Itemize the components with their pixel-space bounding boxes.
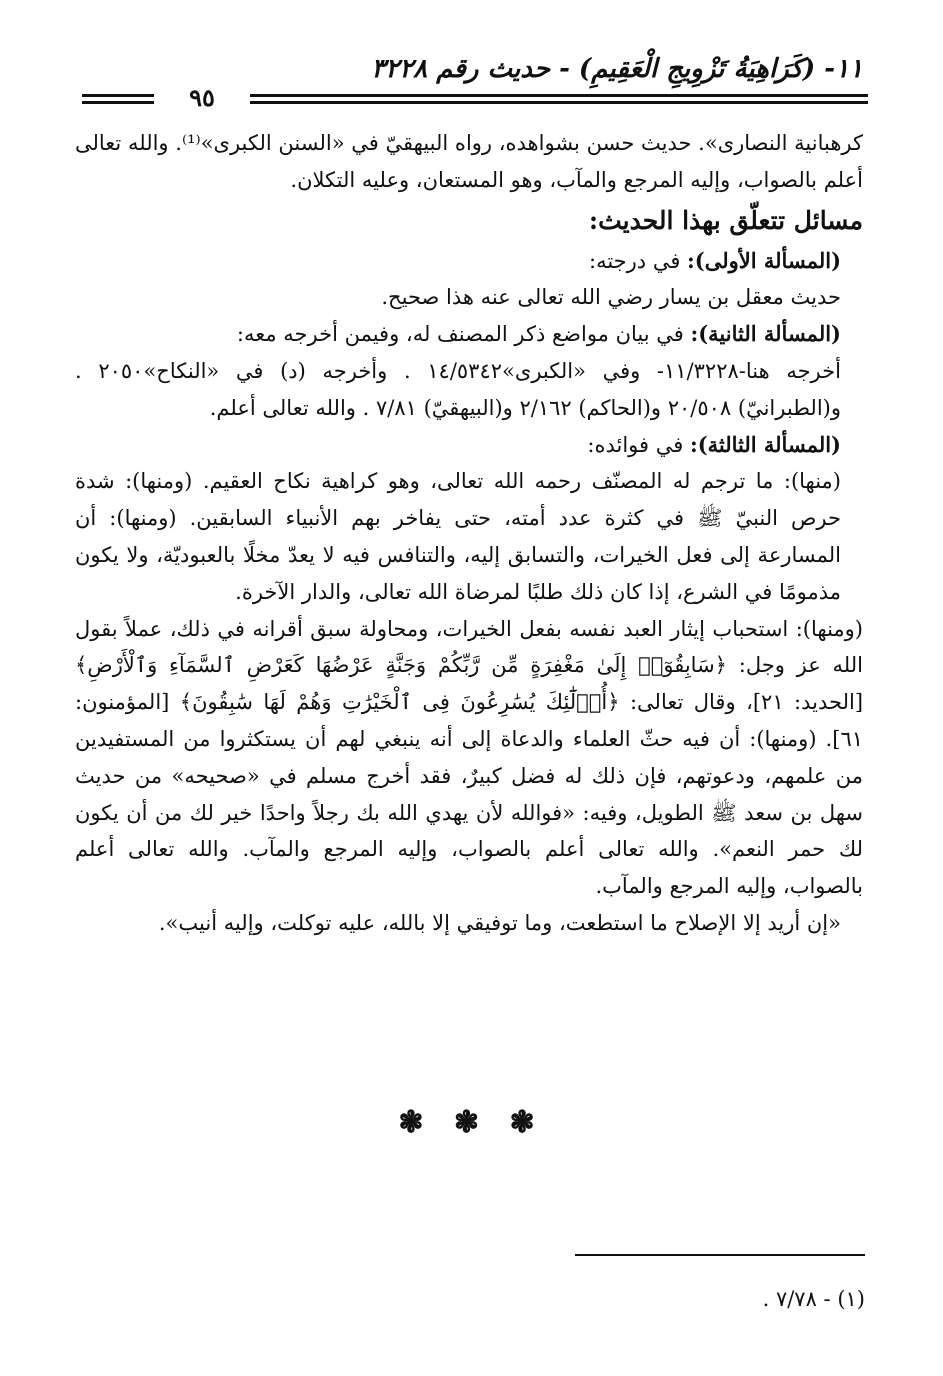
paragraph bbox=[75, 279, 863, 316]
issue-heading bbox=[75, 427, 863, 464]
header-rule-line bbox=[228, 101, 868, 104]
paragraph bbox=[75, 125, 863, 199]
body-text bbox=[75, 125, 863, 942]
issue-heading bbox=[75, 316, 863, 353]
issue-label: (المسألة الأولى): bbox=[687, 247, 841, 273]
section-heading bbox=[75, 199, 863, 243]
issue-label: (المسألة الثانية): bbox=[690, 321, 841, 347]
paragraph bbox=[75, 463, 863, 610]
paragraph-text: (ومنها): استحباب إيثار العبد نفسه بفعل الخيرات، ومحاولة سبق أقرانه في ذلك، عملاً بقول الله عز وجل: ﴿سَابِقُوٓا۟ إِلَىٰ مَغْفِرَةٍ مِّن رَّبِّكُمْ وَجَنَّةٍ عَرْضُهَا كَعَرْضِ ٱلسَّمَآءِ وَٱلْأَرْضِ﴾ [الحديد: ٢١]، وقال تعالى: ﴿أُو۟لَٰٓئِكَ يُسَٰرِعُونَ فِى ٱلْخَيْرَٰتِ وَهُمْ لَهَا سَٰبِقُونَ﴾ [المؤمنون: ٦١]. (ومنها): أن فيه حثّ العلماء والدعاة إلى أنه ينبغي لهم أن يستكثروا من المستفيدين من علمهم، ودعوتهم، فإن ذلك له فضل كبيرٌ، فقد أخرج مسلم في «صحيحه» من حديث سهل بن سعد ﷺ الطويل، وفيه: «فوالله لأن يهدي الله بك رجلاً واحدًا خير لك من أن يكون لك حمر النعم». والله تعالى أعلم بالصواب، وإليه المرجع والمآب. والله تعالى أعلم بالصواب، وإليه المرجع والمآب. bbox=[75, 616, 864, 899]
footnote-rule bbox=[575, 1254, 865, 1256]
section-heading-text: مسائل تتعلّق بهذا الحديث: bbox=[588, 205, 863, 235]
paragraph-text: «إن أريد إلا الإصلاح ما استطعت، وما توفيقي إلا بالله، عليه توكلت، وإليه أنيب». bbox=[158, 910, 841, 935]
section-separator: ❃ ❃ ❃ bbox=[398, 1105, 545, 1140]
issue-heading bbox=[75, 243, 863, 280]
issue-topic: في بيان مواضع ذكر المصنف له، وفيمن أخرجه معه: bbox=[236, 322, 691, 347]
header-rule-line bbox=[82, 101, 154, 104]
paragraph-text: حديث معقل بن يسار رضي الله تعالى عنه هذا صحيح. bbox=[381, 285, 841, 310]
issue-topic: في فوائده: bbox=[587, 432, 690, 457]
paragraph-text: أخرجه هنا-١١/٣٢٢٨- وفي «الكبرى»١٤/٥٣٤٢ . وأخرجه (د) في «النكاح»٢٠٥٠ . و(الطبرانيّ) ٢٠/٥٠٨ و(الحاكم) ٢/١٦٢ و(البيهقيّ) ٧/٨١ . والله تعالى أعلم. bbox=[75, 358, 841, 420]
running-head: ١١- (كَرَاهِيَةُ تَزْوِيجِ الْعَقِيمِ) - حديث رقم ٣٢٢٨ bbox=[371, 54, 863, 84]
paragraph bbox=[75, 611, 863, 905]
footnote: (١) - ٧/٧٨ . bbox=[762, 1287, 865, 1311]
issue-topic: في درجته: bbox=[589, 248, 688, 273]
page-number: ٩٥ bbox=[154, 88, 250, 108]
header-rule-line bbox=[228, 94, 868, 97]
header-rule-line bbox=[82, 94, 154, 97]
paragraph-text: كرهبانية النصارى». حديث حسن بشواهده، رواه البيهقيّ في «السنن الكبرى»⁽¹⁾. والله تعالى أعلم بالصواب، وإليه المرجع والمآب، وهو المستعان، وعليه التكلان. bbox=[75, 131, 863, 192]
paragraph bbox=[75, 353, 863, 427]
closing-quote bbox=[75, 905, 863, 942]
issue-label: (المسألة الثالثة): bbox=[689, 431, 841, 457]
header-rule bbox=[82, 83, 868, 112]
paragraph-text: (منها): ما ترجم له المصنّف رحمه الله تعالى، وهو كراهية نكاح العقيم. (ومنها): شدة حرص النبيّ ﷺ في كثرة عدد أمته، حتى يفاخر بهم الأنبياء السابقين. (ومنها): أن المسارعة إلى فعل الخيرات، والتسابق إليه، والتنافس فيه لا يعدّ مخلًا بالعبوديّة، ولا يكون مذمومًا في الشرع، إذا كان ذلك طلبًا لمرضاة الله تعالى، والدار الآخرة. bbox=[75, 469, 841, 604]
